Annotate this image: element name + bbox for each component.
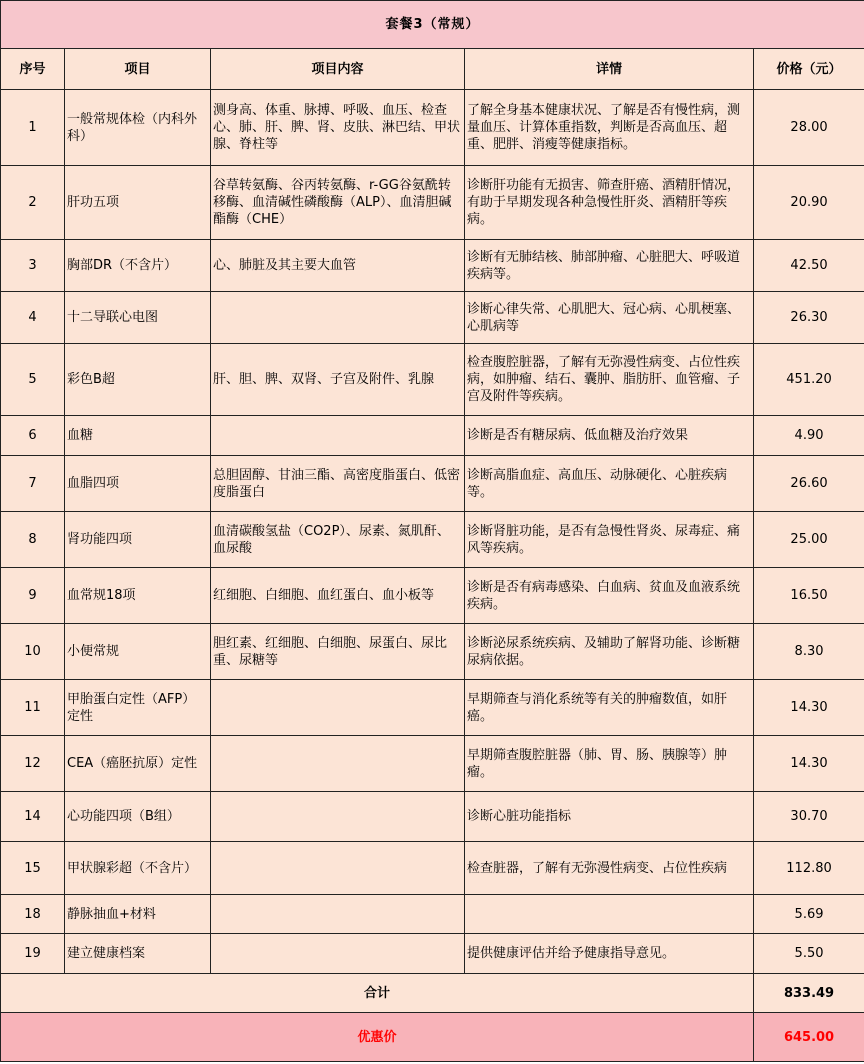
- cell-detail: [465, 895, 754, 934]
- cell-item: 甲胎蛋白定性（AFP）定性: [65, 680, 211, 736]
- cell-item: 肾功能四项: [65, 512, 211, 568]
- table-body: [1, 90, 864, 974]
- cell-content: [211, 736, 465, 792]
- cell-price: 30.70: [754, 792, 864, 842]
- header-content: 项目内容: [211, 49, 465, 90]
- cell-detail: 诊断泌尿系统疾病、及辅助了解肾功能、诊断糖尿病依据。: [465, 624, 754, 680]
- header-detail: 详情: [465, 49, 754, 90]
- cell-item: 心功能四项（B组）: [65, 792, 211, 842]
- cell-content: 谷草转氨酶、谷丙转氨酶、r-GG谷氨酰转移酶、血清碱性磷酸酶（ALP）、血清胆碱酯酶（CHE）: [211, 166, 465, 240]
- discount-value: 645.00: [754, 1013, 864, 1062]
- cell-content: 红细胞、白细胞、血红蛋白、血小板等: [211, 568, 465, 624]
- cell-content: 心、肺脏及其主要大血管: [211, 240, 465, 292]
- cell-no: 12: [1, 736, 65, 792]
- cell-detail: 诊断高脂血症、高血压、动脉硬化、心脏疾病等。: [465, 456, 754, 512]
- cell-no: 9: [1, 568, 65, 624]
- total-row: [1, 974, 864, 1013]
- cell-price: 42.50: [754, 240, 864, 292]
- cell-content: [211, 895, 465, 934]
- cell-no: 8: [1, 512, 65, 568]
- cell-price: 28.00: [754, 90, 864, 166]
- table-row: [1, 90, 864, 166]
- cell-no: 6: [1, 416, 65, 456]
- cell-item: 小便常规: [65, 624, 211, 680]
- cell-price: 16.50: [754, 568, 864, 624]
- cell-content: [211, 680, 465, 736]
- cell-content: [211, 292, 465, 344]
- cell-price: 112.80: [754, 842, 864, 895]
- cell-content: [211, 842, 465, 895]
- package-title: 套餐3（常规）: [1, 1, 864, 49]
- cell-no: 18: [1, 895, 65, 934]
- cell-content: 总胆固醇、甘油三酯、高密度脂蛋白、低密度脂蛋白: [211, 456, 465, 512]
- cell-detail: 诊断心律失常、心肌肥大、冠心病、心肌梗塞、心肌病等: [465, 292, 754, 344]
- cell-no: 19: [1, 934, 65, 974]
- header-row: [1, 49, 864, 90]
- cell-detail: 诊断肾脏功能，是否有急慢性肾炎、尿毒症、痛风等疾病。: [465, 512, 754, 568]
- table-row: [1, 624, 864, 680]
- discount-row: [1, 1013, 864, 1062]
- cell-content: 肝、胆、脾、双肾、子宫及附件、乳腺: [211, 344, 465, 416]
- cell-no: 2: [1, 166, 65, 240]
- table-row: [1, 416, 864, 456]
- cell-price: 26.30: [754, 292, 864, 344]
- header-no: 序号: [1, 49, 65, 90]
- table-row: [1, 292, 864, 344]
- table-row: [1, 934, 864, 974]
- cell-price: 8.30: [754, 624, 864, 680]
- cell-detail: 提供健康评估并给予健康指导意见。: [465, 934, 754, 974]
- cell-item: 胸部DR（不含片）: [65, 240, 211, 292]
- cell-content: [211, 792, 465, 842]
- cell-item: 彩色B超: [65, 344, 211, 416]
- cell-no: 15: [1, 842, 65, 895]
- cell-price: 14.30: [754, 736, 864, 792]
- cell-price: 5.50: [754, 934, 864, 974]
- table-row: [1, 568, 864, 624]
- discount-label: 优惠价: [1, 1013, 754, 1062]
- table-row: [1, 166, 864, 240]
- table-row: [1, 792, 864, 842]
- cell-item: 静脉抽血+材料: [65, 895, 211, 934]
- cell-detail: 了解全身基本健康状况、了解是否有慢性病，测量血压、计算体重指数，判断是否高血压、超重、肥胖、消瘦等健康指标。: [465, 90, 754, 166]
- cell-detail: 早期筛查与消化系统等有关的肿瘤数值，如肝癌。: [465, 680, 754, 736]
- cell-content: 测身高、体重、脉搏、呼吸、血压、检查心、肺、肝、脾、肾、皮肤、淋巴结、甲状腺、脊柱等: [211, 90, 465, 166]
- cell-no: 4: [1, 292, 65, 344]
- table-row: [1, 680, 864, 736]
- cell-content: 血清碳酸氢盐（CO2P）、尿素、氮肌酐、血尿酸: [211, 512, 465, 568]
- cell-detail: 诊断有无肺结核、肺部肿瘤、心脏肥大、呼吸道疾病等。: [465, 240, 754, 292]
- cell-detail: 诊断是否有病毒感染、白血病、贫血及血液系统疾病。: [465, 568, 754, 624]
- cell-detail: 早期筛查腹腔脏器（肺、胃、肠、胰腺等）肿瘤。: [465, 736, 754, 792]
- cell-price: 4.90: [754, 416, 864, 456]
- cell-no: 7: [1, 456, 65, 512]
- header-price: 价格（元）: [754, 49, 864, 90]
- table-row: [1, 842, 864, 895]
- cell-no: 10: [1, 624, 65, 680]
- header-item: 项目: [65, 49, 211, 90]
- cell-item: 建立健康档案: [65, 934, 211, 974]
- cell-price: 451.20: [754, 344, 864, 416]
- table-row: [1, 895, 864, 934]
- cell-item: 甲状腺彩超（不含片）: [65, 842, 211, 895]
- cell-no: 11: [1, 680, 65, 736]
- cell-content: 胆红素、红细胞、白细胞、尿蛋白、尿比重、尿糖等: [211, 624, 465, 680]
- cell-no: 14: [1, 792, 65, 842]
- total-value: 833.49: [754, 974, 864, 1013]
- cell-price: 14.30: [754, 680, 864, 736]
- table-row: [1, 240, 864, 292]
- cell-content: [211, 416, 465, 456]
- cell-no: 5: [1, 344, 65, 416]
- table-row: [1, 512, 864, 568]
- cell-detail: 诊断是否有糖尿病、低血糖及治疗效果: [465, 416, 754, 456]
- cell-item: CEA（癌胚抗原）定性: [65, 736, 211, 792]
- cell-no: 1: [1, 90, 65, 166]
- cell-price: 5.69: [754, 895, 864, 934]
- cell-item: 十二导联心电图: [65, 292, 211, 344]
- cell-detail: 诊断肝功能有无损害、筛查肝癌、酒精肝情况，有助于早期发现各种急慢性肝炎、酒精肝等疾病。: [465, 166, 754, 240]
- cell-price: 25.00: [754, 512, 864, 568]
- cell-detail: 诊断心脏功能指标: [465, 792, 754, 842]
- cell-item: 血糖: [65, 416, 211, 456]
- cell-item: 肝功五项: [65, 166, 211, 240]
- cell-content: [211, 934, 465, 974]
- cell-detail: 检查脏器，了解有无弥漫性病变、占位性疾病: [465, 842, 754, 895]
- table-row: [1, 344, 864, 416]
- cell-price: 20.90: [754, 166, 864, 240]
- cell-no: 3: [1, 240, 65, 292]
- table-row: [1, 456, 864, 512]
- total-label: 合计: [1, 974, 754, 1013]
- cell-item: 血常规18项: [65, 568, 211, 624]
- title-row: [1, 1, 864, 49]
- cell-item: 一般常规体检（内科外科）: [65, 90, 211, 166]
- cell-price: 26.60: [754, 456, 864, 512]
- table-row: [1, 736, 864, 792]
- cell-detail: 检查腹腔脏器，了解有无弥漫性病变、占位性疾病，如肿瘤、结石、囊肿、脂肪肝、血管瘤、子宫及附件等疾病。: [465, 344, 754, 416]
- cell-item: 血脂四项: [65, 456, 211, 512]
